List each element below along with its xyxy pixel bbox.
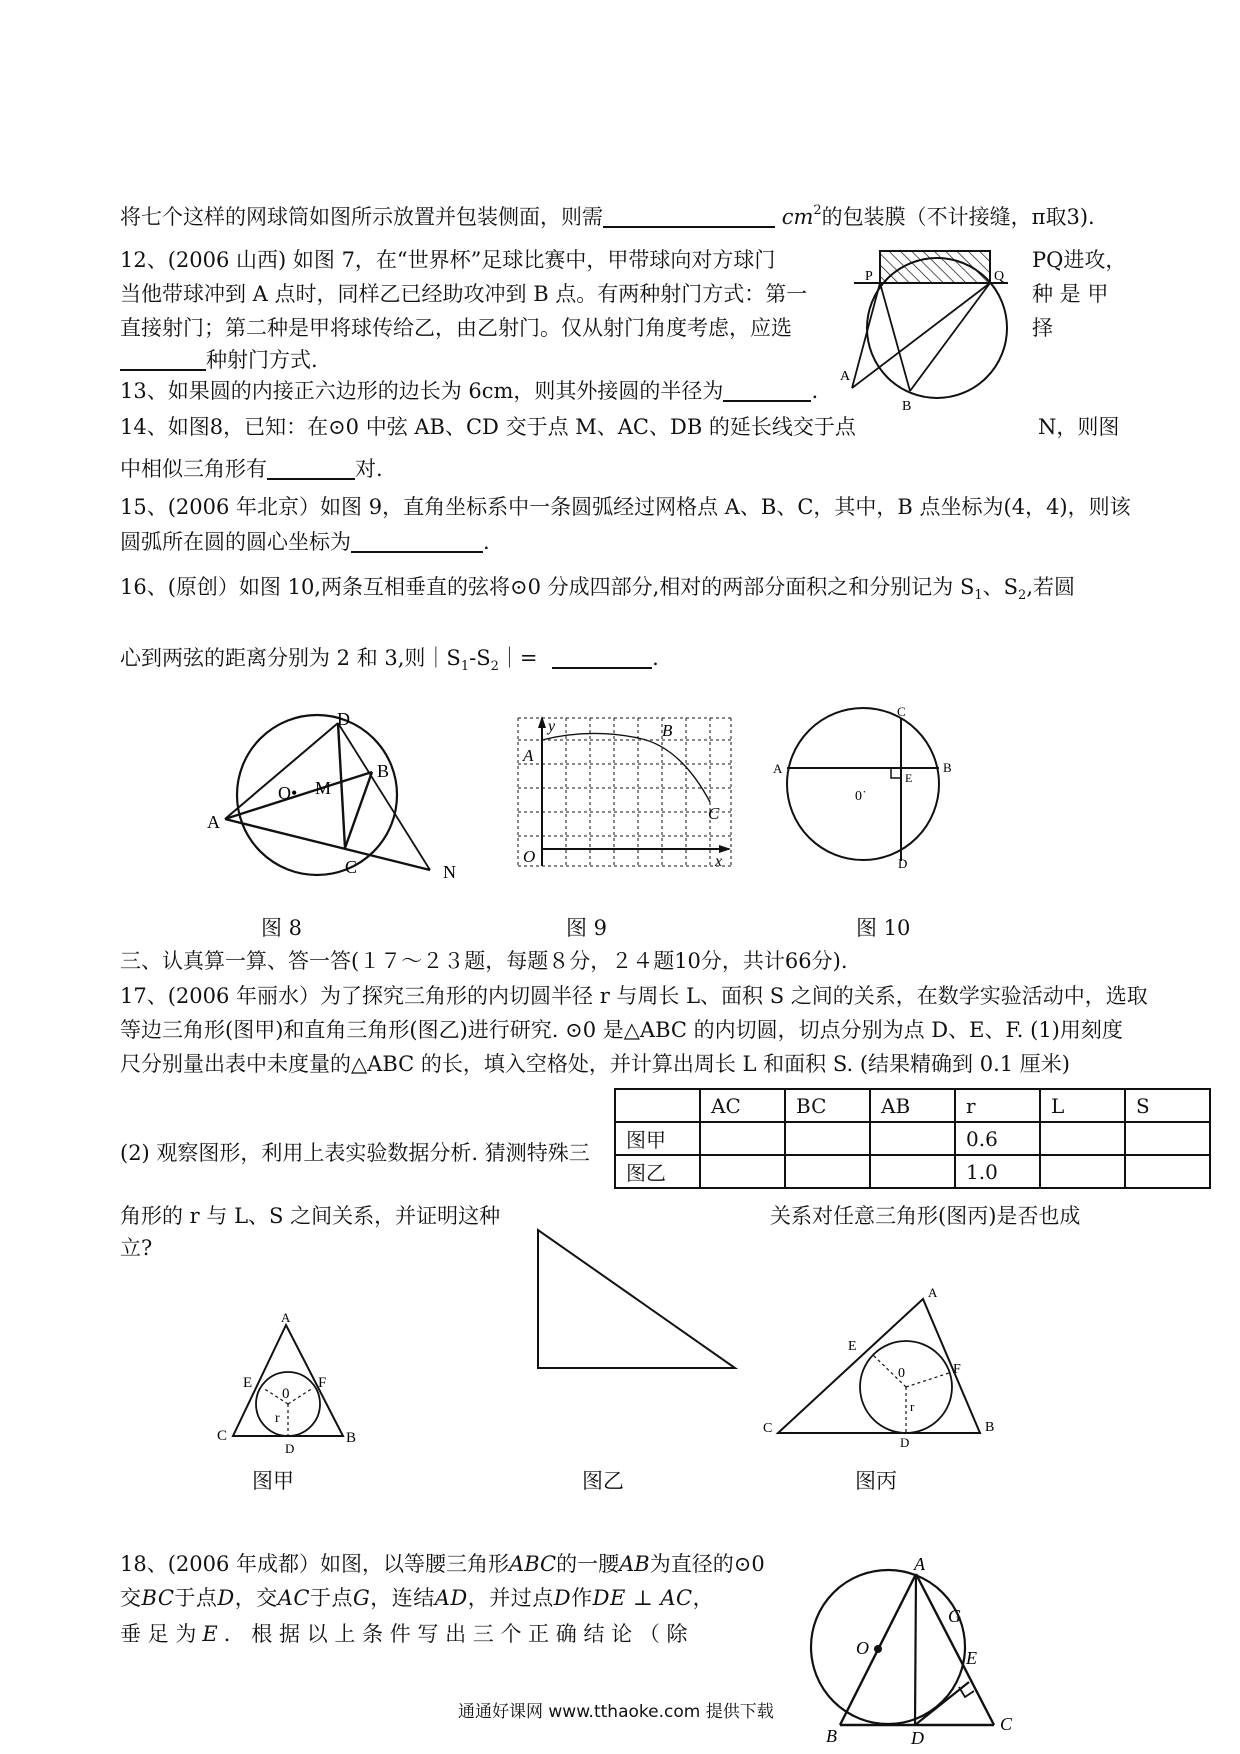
- p15-line-1: 15、(2006 年北京）如图 9，直角坐标系中一条圆弧经过网格点 A、B、C，其中，B 点坐标为(4，4)，则该: [120, 495, 1131, 519]
- answer-blank-13[interactable]: [723, 378, 811, 402]
- table-cell[interactable]: [700, 1122, 785, 1155]
- label-B: B: [985, 1420, 995, 1435]
- caption-bing: 图丙: [855, 1469, 897, 1493]
- p18-text: 的一腰: [556, 1552, 620, 1576]
- p18-line-1: [120, 1549, 765, 1579]
- figure-18: [808, 1550, 1023, 1748]
- p18-text: 18、(2006 年成都）如图，以等腰三角形: [120, 1552, 510, 1576]
- p16-l2-text-b: -S: [469, 646, 491, 670]
- table-cell: 图乙: [615, 1155, 700, 1188]
- table-cell[interactable]: [870, 1155, 955, 1188]
- p18-text: ，并过点: [467, 1586, 554, 1610]
- table-header-row: [615, 1089, 1210, 1122]
- section-3-heading: 三、认真算一算、答一答(１７～２３题，每题８分，２４题10分，共计66分).: [120, 949, 848, 973]
- p11-text-a: 将七个这样的网球筒如图所示放置并包装侧面，则需: [120, 205, 603, 229]
- p16-l2-sub-2: 2: [490, 659, 499, 675]
- table-row: [615, 1122, 1210, 1155]
- p13-line: 13、如果圆的内接正六边形的边长为 6cm，则其外接圆的半径为 .: [120, 379, 819, 403]
- table-header-cell: [615, 1089, 700, 1122]
- p18-line-2: [120, 1583, 714, 1613]
- label-F: F: [318, 1375, 327, 1391]
- figure-9: [515, 716, 735, 868]
- table-cell[interactable]: [785, 1155, 870, 1188]
- label-M: M: [315, 778, 332, 798]
- label-O: 0˙: [855, 789, 867, 804]
- answer-blank-16[interactable]: [552, 645, 652, 669]
- label-P: P: [865, 269, 873, 284]
- p17-q2-line-2: 角形的 r 与 L、S 之间关系，并证明这种: [120, 1204, 501, 1228]
- figure-10: [773, 704, 963, 869]
- p11-unit: cm: [781, 205, 814, 229]
- p14-text-b: 对.: [355, 457, 383, 481]
- label-D: D: [911, 1728, 924, 1748]
- p16-sub-1: 1: [974, 588, 983, 604]
- p12-line-3-right: 择: [1032, 316, 1053, 340]
- p18-math: AB: [619, 1552, 650, 1576]
- label-C: C: [345, 857, 358, 877]
- table-cell[interactable]: [870, 1122, 955, 1155]
- p18-text: 垂 足 为: [120, 1622, 197, 1646]
- table-header-cell: r: [955, 1089, 1040, 1122]
- table-cell: 1.0: [955, 1155, 1040, 1188]
- label-E: E: [848, 1339, 857, 1354]
- answer-blank-15[interactable]: [351, 529, 483, 553]
- label-B: B: [662, 721, 673, 740]
- p18-text: 交: [120, 1586, 142, 1610]
- table-cell[interactable]: [1125, 1155, 1210, 1188]
- p12-line-2-right: 种 是 甲: [1032, 282, 1109, 306]
- label-B: B: [943, 760, 952, 775]
- figure-7: [840, 248, 1020, 413]
- label-B: B: [902, 399, 912, 414]
- p15-line-2: 圆弧所在圆的圆心坐标为 .: [120, 530, 490, 554]
- label-Q: Q: [994, 269, 1005, 284]
- p16-l2-text-a: 心到两弦的距离分别为 2 和 3,则｜S: [120, 646, 461, 670]
- caption-jia: 图甲: [252, 1469, 294, 1493]
- answer-blank-11[interactable]: [603, 204, 775, 228]
- p18-text: 于点: [174, 1586, 218, 1610]
- label-x: x: [715, 853, 723, 870]
- p11-line: [120, 196, 1095, 232]
- p15-text: 圆弧所在圆的圆心坐标为: [120, 530, 351, 554]
- p12-line-3: 直接射门；第二种是甲将球传给乙，由乙射门。仅从射门角度考虑，应选: [120, 316, 792, 340]
- p16-text-a: 16、(原创）如图 10,两条互相垂直的弦将⊙0 分成四部分,相对的两部分面积之和分别记为 S: [120, 575, 975, 599]
- p18-math: DE ⊥ AC: [592, 1586, 693, 1610]
- label-B: B: [346, 1430, 357, 1446]
- figure-yi: [515, 1220, 755, 1390]
- p14-line-1-right: N，则图: [1038, 415, 1120, 439]
- caption-fig10: 图 10: [856, 916, 911, 940]
- p18-math: D: [217, 1586, 235, 1610]
- p17-line-3: 尺分别量出表中未度量的△ABC 的长，填入空格处，并计算出周长 L 和面积 S. (结果精确到 0.1 厘米): [120, 1052, 1070, 1076]
- label-G: G: [948, 1606, 961, 1626]
- label-B: B: [826, 1726, 837, 1746]
- p16-sub-2: 2: [1018, 588, 1027, 604]
- table-cell: 0.6: [955, 1122, 1040, 1155]
- p18-math: E: [202, 1622, 218, 1646]
- p17-line-1: 17、(2006 年丽水）为了探究三角形的内切圆半径 r 与周长 L、面积 S 之间的关系，在数学实验活动中，选取: [120, 984, 1148, 1008]
- p12-line-2: 当他带球冲到 A 点时，同样乙已经助攻冲到 B 点。有两种射门方式：第一: [120, 282, 808, 306]
- table-cell: 图甲: [615, 1122, 700, 1155]
- p16-line-1: [120, 572, 1075, 611]
- label-A: A: [207, 812, 220, 832]
- p18-math: G: [352, 1586, 371, 1610]
- table-header-cell: BC: [785, 1089, 870, 1122]
- p17-line-2: 等边三角形(图甲)和直角三角形(图乙)进行研究. ⊙0 是△ABC 的内切圆，切点分别为点 D、E、F. (1)用刻度: [120, 1018, 1123, 1042]
- label-A: A: [914, 1554, 925, 1574]
- table-cell[interactable]: [1125, 1122, 1210, 1155]
- label-y: y: [548, 718, 556, 735]
- measurement-table: [614, 1088, 1211, 1189]
- p16-l2-text-c: ｜=: [498, 646, 538, 670]
- p18-math: BC: [141, 1586, 175, 1610]
- label-O: O: [523, 847, 536, 866]
- p16-text-b: 、S: [982, 575, 1019, 599]
- goal-net: [880, 251, 990, 283]
- p16-line-2: 心到两弦的距离分别为 2 和 3,则$|S_1-S_2|=$ .: [120, 646, 659, 675]
- p18-math: ABC: [509, 1552, 557, 1576]
- p17-q2-line-3: 立?: [120, 1236, 153, 1260]
- label-O: O•: [278, 783, 298, 803]
- p14-text-a: 中相似三角形有: [120, 457, 267, 481]
- label-A: A: [523, 746, 534, 765]
- label-E: E: [905, 771, 913, 785]
- label-D: D: [900, 1435, 910, 1450]
- figure-jia: [215, 1310, 365, 1456]
- label-A: A: [281, 1310, 291, 1325]
- label-D: D: [337, 709, 350, 729]
- label-C: C: [708, 804, 720, 823]
- p12-line-4: [120, 345, 318, 375]
- answer-blank-12[interactable]: [120, 347, 206, 371]
- p18-text: ，交: [234, 1586, 278, 1610]
- p18-text: 于点: [309, 1586, 353, 1610]
- p18-text: ，连结: [370, 1586, 435, 1610]
- table-header-cell: AB: [870, 1089, 955, 1122]
- label-E: E: [966, 1648, 977, 1668]
- label-B: B: [377, 761, 390, 781]
- p16-l2-sub-1: 1: [460, 659, 470, 675]
- label-O: O: [856, 1638, 869, 1658]
- p18-line-3: [120, 1619, 688, 1649]
- p18-text: 作: [571, 1586, 593, 1610]
- p12-line-4-text: 种射门方式.: [206, 348, 318, 372]
- p18-math: AC: [277, 1586, 310, 1610]
- table-cell[interactable]: [1040, 1155, 1125, 1188]
- label-C: C: [217, 1428, 228, 1444]
- p18-text: 为直径的⊙0: [649, 1552, 765, 1576]
- p13-text: 13、如果圆的内接正六边形的边长为 6cm，则其外接圆的半径为: [120, 379, 724, 403]
- table-header-cell: S: [1125, 1089, 1210, 1122]
- label-D: D: [898, 856, 908, 871]
- label-E: E: [243, 1375, 253, 1391]
- label-r: r: [275, 1411, 280, 1426]
- p18-text: ，: [692, 1586, 715, 1610]
- label-A: A: [840, 369, 851, 384]
- p17-q2-line-1: (2) 观察图形，利用上表实验数据分析. 猜测特殊三: [120, 1141, 590, 1165]
- p11-unit-sup: 2: [813, 203, 822, 218]
- p18-math: AD: [434, 1586, 468, 1610]
- label-r: r: [910, 1399, 915, 1414]
- table-cell[interactable]: [1040, 1122, 1125, 1155]
- p18-math: D: [553, 1586, 572, 1610]
- label-A: A: [928, 1285, 938, 1300]
- label-C: C: [763, 1421, 773, 1436]
- p18-text: ． 根 据 以 上 条 件 写 出 三 个 正 确 结 论 （ 除: [223, 1622, 688, 1646]
- p14-line-2: [120, 454, 383, 484]
- p12-line-1-right: PQ进攻，: [1032, 248, 1127, 272]
- table-header-cell: L: [1040, 1089, 1125, 1122]
- p16-text-c: ,若圆: [1026, 575, 1075, 599]
- label-C: C: [1000, 1714, 1013, 1734]
- p11-text-b: 的包装膜（不计接缝，π取3).: [821, 205, 1095, 229]
- table-header-cell: AC: [700, 1089, 785, 1122]
- caption-fig9: 图 9: [566, 916, 608, 940]
- p14-line-1: 14、如图8，已知：在⊙0 中弦 AB、CD 交于点 M、AC、DB 的延长线交于点: [120, 415, 856, 439]
- label-O: 0: [282, 1386, 290, 1402]
- label-C: C: [897, 704, 906, 719]
- caption-fig8: 图 8: [261, 916, 303, 940]
- answer-blank-14[interactable]: [267, 456, 355, 480]
- figure-bing: [760, 1285, 1010, 1450]
- label-D: D: [285, 1441, 295, 1456]
- p12-line-1: 12、(2006 山西) 如图 7，在“世界杯”足球比赛中，甲带球向对方球门: [120, 248, 776, 272]
- caption-yi: 图乙: [582, 1469, 624, 1493]
- label-F: F: [953, 1362, 961, 1377]
- figure-8: [205, 709, 475, 882]
- table-row: [615, 1155, 1210, 1188]
- table-cell[interactable]: [785, 1122, 870, 1155]
- label-N: N: [443, 862, 456, 882]
- label-A: A: [773, 761, 783, 776]
- p17-q2-line-2-right: 关系对任意三角形(图丙)是否也成: [770, 1204, 1081, 1228]
- table-cell[interactable]: [700, 1155, 785, 1188]
- label-O: 0: [898, 1366, 905, 1381]
- footer-source: 通通好课网 www.tthaoke.com 提供下载: [458, 1702, 774, 1722]
